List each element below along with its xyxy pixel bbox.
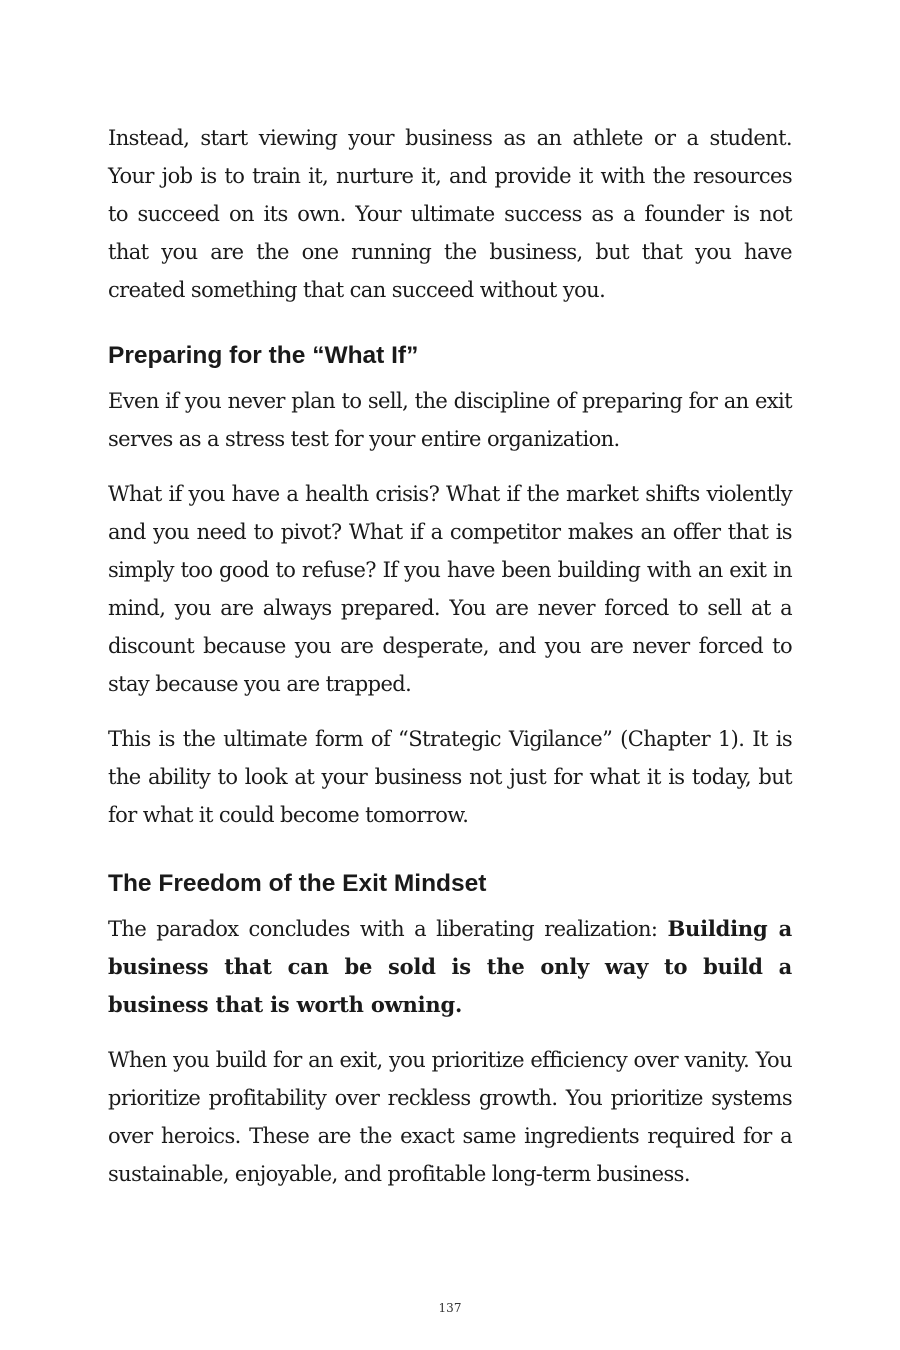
paragraph-build-for-exit: When you build for an exit, you prioritize efficiency over vanity. You prioritize profitability over reckless growth. You prioritize systems over heroics. These are the exact same ingredients required for a sustainable, enjoyable, and profitable long-term business. bbox=[108, 1048, 792, 1186]
paragraph-what-if-questions: What if you have a health crisis? What if the market shifts violently and you need to pivot? What if a competitor makes an offer that is simply too good to refuse? If you have been building with an exit in mind, you are always prepared. You are never forced to sell at a discount because you are desperate, and you are never forced to stay because you are trapped. bbox=[108, 482, 792, 696]
paradox-bold-statement: Building a business that can be sold is the only way to build a business that is worth owning. bbox=[108, 916, 792, 1017]
section-heading-what-if: Preparing for the “What If” bbox=[108, 342, 419, 369]
paragraph-paradox bbox=[108, 910, 792, 1024]
section-heading-freedom: The Freedom of the Exit Mindset bbox=[108, 870, 487, 897]
paragraph-strategic-vigilance: This is the ultimate form of “Strategic Vigilance” (Chapter 1). It is the ability to look at your business not just for what it is today, but for what it could become tomorrow. bbox=[108, 727, 792, 827]
paragraph-athlete-student: Instead, start viewing your business as an athlete or a student. Your job is to train it, nurture it, and provide it with the resources to succeed on its own. Your ultimate success as a founder is not that you are the one running the business, but that you have created something that can succeed without you. bbox=[108, 126, 792, 302]
paragraph-stress-test: Even if you never plan to sell, the discipline of preparing for an exit serves as a stress test for your entire organization. bbox=[108, 389, 792, 451]
paradox-lead-text: The paradox concludes with a liberating realization: bbox=[108, 917, 668, 941]
page-number: 137 bbox=[438, 1301, 462, 1315]
page-body bbox=[108, 119, 792, 1210]
